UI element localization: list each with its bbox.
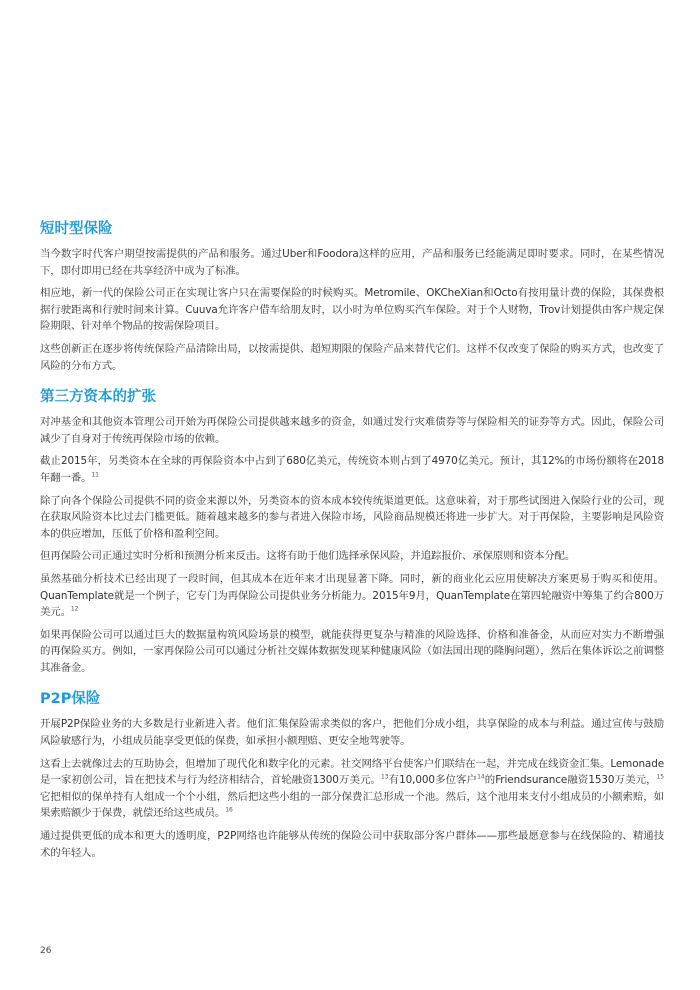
paragraph: 虽然基础分析技术已经出现了一段时间，但其成本在近年来才出现显著下降。同时，新的商业化云应用使解决方案更易于购买和使用。QuanTemplate就是一个例子，它专门为再保险公司提供业务分析能力。2015年9月，QuanTemplate在第四轮融资中筹集了约合800万美元。$^{12}$ — [40, 572, 664, 619]
footnote-ref: 15 — [656, 773, 665, 781]
paragraph: 开展P2P保险业务的大多数是行业新进入者。他们汇集保险需求类似的客户，把他们分成小组，共享保险的成本与利益。通过宣传与鼓励风险敏感行为，小组成员能享受更低的保费，如承担小额理赔、更安全地驾驶等。 — [40, 718, 664, 748]
section-heading-third-party-capital: 第三方资本的扩张 — [40, 389, 156, 406]
footnote-ref: 14 — [477, 773, 485, 781]
paragraph: 但再保险公司正通过实时分析和预测分析来反击。这将有助于他们选择承保风险，并追踪报价、承保原则和资本分配。 — [40, 550, 576, 563]
paragraph: 通过提供更低的成本和更大的透明度，P2P网络也许能够从传统的保险公司中获取部分客户群体——那些最愿意参与在线保险的、精通技术的年轻人。 — [40, 830, 664, 859]
footnote-ref: 16 — [225, 806, 233, 814]
paragraph: 如果再保险公司可以通过巨大的数据量构筑风险场景的模型，就能获得更复杂与精准的风险选择、价格和准备金，从而应对实力不断增强的再保险买方。例如，一家再保险公司可以通过分析社交媒体数据发现某种健康风险（如法国出现的隆胸问题），然后在集体诉讼之前调整其准备金。 — [40, 628, 664, 674]
footnote-ref: 12 — [70, 605, 79, 613]
paragraph: 除了向各个保险公司提供不同的资金来源以外，另类资本的资本成本较传统渠道更低。这意味着，对于那些试图进入保险行业的公司，现在获取风险资本比过去门槛更低。随着越来越多的参与者进入保险市场，风险商品规模还将进一步扩大。对于再保险，主要影响是风险资本的供应增加，压低了价格和盈利空间。 — [40, 494, 664, 540]
paragraph: 对冲基金和其他资本管理公司开始为再保险公司提供越来越多的资金，如通过发行灾难债券等与保险相关的证券等方式。因此，保险公司减少了自身对于传统再保险市场的依赖。 — [40, 416, 664, 445]
paragraph: 截止2015年，另类资本在全球的再保险资本中占到了680亿美元，传统资本则占到了4970亿美元。预计，其12%的市场份额将在2018年翻一番。$^{11}$ — [40, 455, 664, 484]
page-number: 26 — [40, 946, 52, 956]
section-heading-p2p-insurance: P2P保险 — [40, 691, 101, 708]
footnote-ref: 11 — [91, 471, 99, 479]
paragraph: 相应地，新一代的保险公司正在实现让客户只在需要保险的时候购买。Metromile、OKCheXian和Octo有按用量计费的保险，其保费根据行驶距离和行驶时间来计算。Cuuva允许客户借车给朋友时，以小时为单位购买汽车保险。对于个人财物，Trov计划提供由客户规定保险期限、针对单个物品的按需保险项目。 — [40, 287, 664, 333]
footnote-ref: 13 — [381, 773, 389, 781]
section-heading-short-term-insurance: 短时型保险 — [40, 221, 113, 237]
paragraph: 当今数字时代客户期望按需提供的产品和服务。通过Uber和Foodora这样的应用，产品和服务已经能满足即时要求。同时，在某些情况下，即付即用已经在共享经济中成为了标准。 — [40, 248, 664, 277]
paragraph: 这些创新正在逐步将传统保险产品清除出局，以按需提供、超短期限的保险产品来替代它们。这样不仅改变了保险的购买方式，也改变了风险的分布方式。 — [40, 342, 664, 372]
document-body — [40, 220, 664, 867]
paragraph: 这看上去就像过去的互助协会，但增加了现代化和数字化的元素。社交网络平台使客户们联结在一起，并完成在线资金汇集。Lemonade是一家初创公司，旨在把技术与行为经济相结合，首轮融资1300万美元。$^{13}$有10,000多位客户$^{14}$的Friendsurance融资1530万美元，$^{15}$它把相似的保单持有人组成一个个小组，然后把这些小组的一部分保费汇总形成一个池。然后，这个池用来支付小组成员的小额索赔，如果索赔额少于保费，就偿还给这些成员。$^{16}$ — [40, 757, 665, 820]
